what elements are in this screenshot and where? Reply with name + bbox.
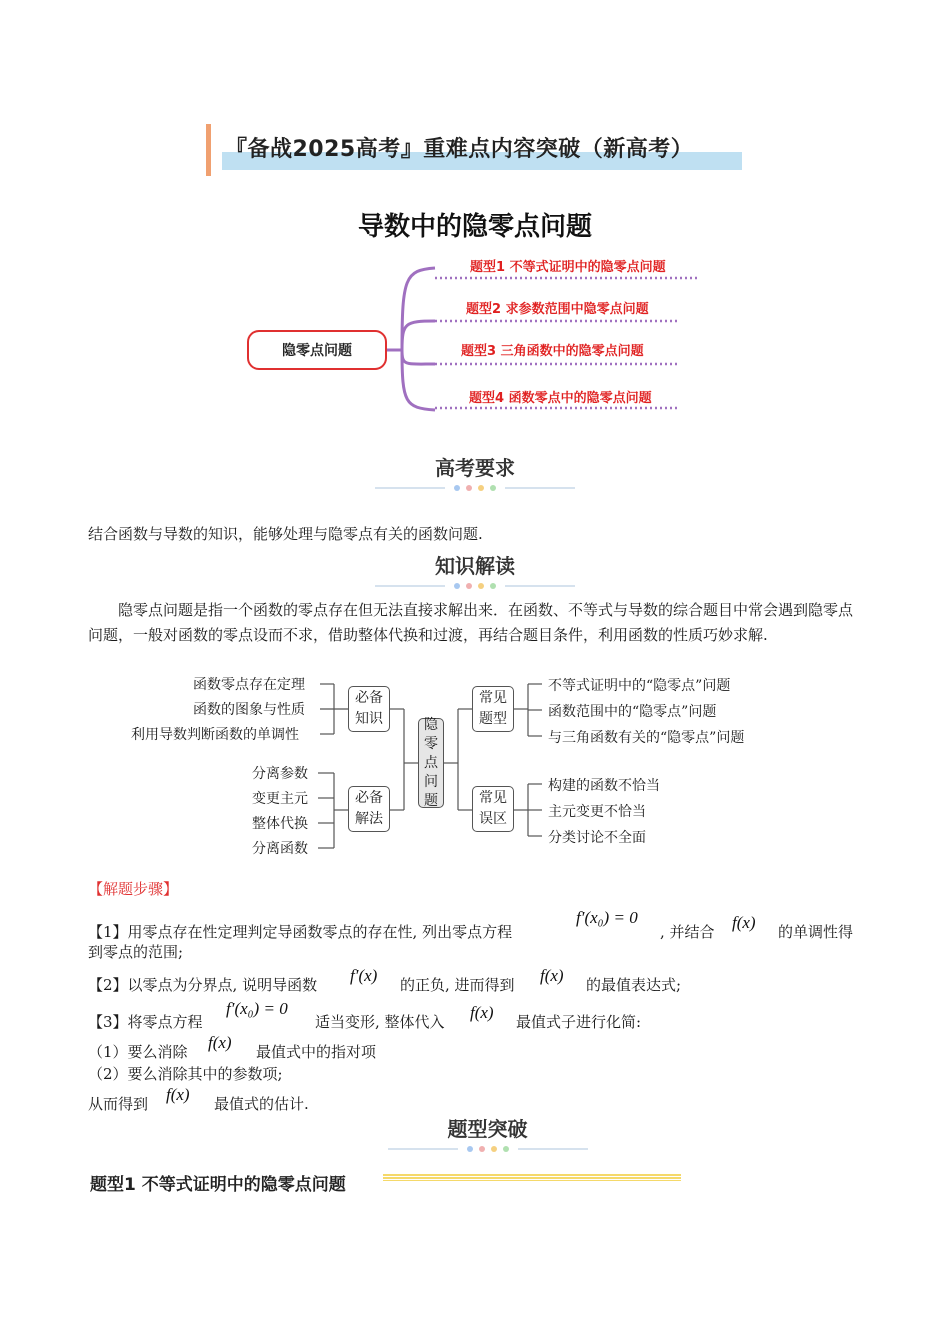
diagram-method-item-3: 整体代换 (252, 816, 308, 832)
heading-divider (388, 1144, 588, 1154)
step-1-text-d: 到零点的范围; (88, 943, 184, 961)
knowledge-heading: 知识解读 (435, 554, 515, 578)
diagram-method-item-4: 分离函数 (252, 841, 308, 857)
breakthrough-heading: 题型突破 (447, 1117, 528, 1141)
diagram-method-box: 必备解法 (348, 786, 390, 832)
step-4-text-b: 最值式中的指对项 (256, 1043, 377, 1061)
math-fprime-x0-equation: f′(x₀) = 0 (576, 908, 638, 927)
step-3-text-b: 适当变形, 整体代入 (315, 1013, 445, 1031)
diagram-mistakes-item-1: 构建的函数不恰当 (548, 778, 660, 794)
diagram-knowledge-item-1: 函数零点存在定理 (193, 677, 305, 693)
banner-accent-bar (206, 124, 211, 176)
diagram-center-box: 隐零点问题 (418, 718, 444, 808)
diagram-mistakes-item-2: 主元变更不恰当 (548, 804, 646, 820)
math-fx: f(x) (208, 1033, 232, 1052)
diagram-knowledge-item-3: 利用导数判断函数的单调性 (131, 727, 299, 743)
step-1-text-b: , 并结合 (660, 923, 715, 941)
step-1-text-c: 的单调性得 (778, 923, 854, 941)
type1-heading: 题型1 不等式证明中的隐零点问题 (90, 1175, 346, 1195)
mindmap-root: 隐零点问题 (247, 330, 387, 370)
step-4-text-a: （1）要么消除 (88, 1043, 188, 1061)
mindmap-type-1: 题型1 不等式证明中的隐零点问题 (470, 260, 666, 275)
page-title: 导数中的隐零点问题 (357, 212, 592, 242)
banner-title: 『备战2025高考』重难点内容突破（新高考） (225, 137, 694, 162)
mindmap-type-3: 题型3 三角函数中的隐零点问题 (461, 344, 644, 359)
diagram-mistakes-item-3: 分类讨论不全面 (548, 830, 646, 846)
math-fx: f(x) (166, 1085, 190, 1104)
diagram-method-item-1: 分离参数 (252, 766, 308, 782)
heading-divider (375, 581, 575, 591)
diagram-types-item-3: 与三角函数有关的“隐零点”问题 (548, 730, 745, 746)
step-2-text-a: 【2】以零点为分界点, 说明导函数 (88, 976, 318, 994)
step-5-text: （2）要么消除其中的参数项; (88, 1065, 283, 1083)
diagram-types-item-1: 不等式证明中的“隐零点”问题 (548, 678, 731, 694)
requirements-text: 结合函数与导数的知识，能够处理与隐零点有关的函数问题. (88, 525, 483, 543)
mindmap-type-2: 题型2 求参数范围中隐零点问题 (466, 302, 649, 317)
math-fx: f(x) (732, 913, 756, 932)
mindmap-type-4: 题型4 函数零点中的隐零点问题 (469, 391, 652, 406)
knowledge-paragraph: 隐零点问题是指一个函数的零点存在但无法直接求解出来．在函数、不等式与导数的综合题目中常会遇到隐零点问题，一般对函数的零点设而不求，借助整体代换和过渡，再结合题目条件，利用函数的性质巧妙求解. (88, 601, 854, 644)
diagram-knowledge-item-2: 函数的图象与性质 (193, 702, 305, 718)
step-1-text-a: 【1】用零点存在性定理判定导函数零点的存在性, 列出零点方程 (88, 923, 513, 941)
heading-divider (375, 483, 575, 493)
step-2-text-c: 的最值表达式; (586, 976, 682, 994)
diagram-mistakes-box: 常见误区 (472, 786, 514, 832)
math-fprime-x0-equation: f′(x₀) = 0 (226, 999, 288, 1018)
diagram-types-item-2: 函数范围中的“隐零点”问题 (548, 704, 717, 720)
step-2-text-b: 的正负, 进而得到 (400, 976, 515, 994)
requirements-heading: 高考要求 (435, 456, 515, 480)
step-3-text-a: 【3】将零点方程 (88, 1013, 203, 1031)
step-3-text-c: 最值式子进行化简: (516, 1013, 642, 1031)
diagram-knowledge-box: 必备知识 (348, 686, 390, 732)
steps-label: 【解题步骤】 (88, 880, 179, 898)
math-fx: f(x) (470, 1003, 494, 1022)
type1-underline (383, 1174, 681, 1181)
step-6-text-b: 最值式的估计. (214, 1095, 309, 1113)
math-fx: f(x) (540, 966, 564, 985)
math-fprime-x: f′(x) (350, 966, 378, 985)
diagram-types-box: 常见题型 (472, 686, 514, 732)
step-6-text-a: 从而得到 (88, 1095, 149, 1113)
diagram-method-item-2: 变更主元 (252, 791, 308, 807)
